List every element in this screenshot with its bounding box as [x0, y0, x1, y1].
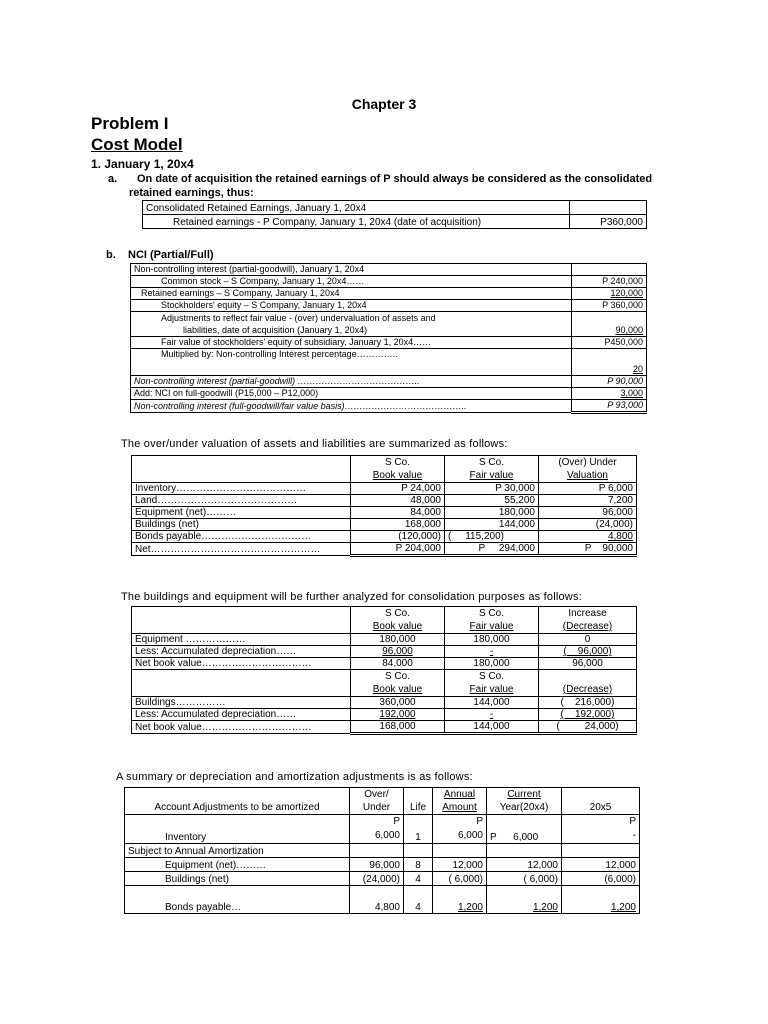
- cell: 12,000: [433, 858, 487, 872]
- cell: 144,000: [445, 721, 539, 734]
- cell-line: P: [476, 816, 483, 827]
- cell: [433, 815, 487, 844]
- summary-header: [404, 788, 433, 815]
- header-line: Fair value: [469, 470, 514, 481]
- cell: 4,800: [350, 886, 404, 914]
- cell: 55,200: [445, 495, 539, 507]
- nci-label: [131, 312, 572, 337]
- cell-line: -: [632, 830, 636, 841]
- overunder-table: [131, 455, 637, 557]
- cell: Net……………………………………………: [132, 543, 351, 556]
- overunder-header: [132, 456, 351, 483]
- nci-value: P 240,000: [572, 276, 647, 288]
- nci-value: 3,000: [572, 388, 647, 400]
- cell: P 6,000: [487, 815, 562, 844]
- table-row: [125, 858, 640, 872]
- nci-value: 90,000: [572, 312, 647, 337]
- model-title: Cost Model: [91, 135, 183, 154]
- cell: 48,000: [351, 495, 445, 507]
- table-row: [125, 872, 640, 886]
- summary-table: [124, 787, 640, 914]
- cell: 144,000: [445, 519, 539, 531]
- header-line: (Decrease): [562, 684, 613, 695]
- cell: 168,000: [351, 519, 445, 531]
- cell: Subject to Annual Amortization: [125, 844, 350, 858]
- header-line: Book value: [372, 470, 423, 481]
- cell: Inventory: [125, 815, 350, 844]
- be-header: [445, 607, 539, 634]
- cell-line: 6,000: [374, 830, 400, 841]
- date-heading: 1. January 1, 20x4: [91, 157, 194, 171]
- cell: 4: [404, 872, 433, 886]
- header-line: Year(20x4): [499, 802, 549, 813]
- cell-line: P: [393, 816, 400, 827]
- nci-label: Non-controlling interest (partial-goodwill), January 1, 20x4: [131, 264, 572, 276]
- cell: -: [445, 646, 539, 658]
- cell: 84,000: [351, 507, 445, 519]
- part-b-label: b.: [106, 249, 116, 261]
- header-line: S Co.: [478, 457, 504, 468]
- cell: -: [445, 709, 539, 721]
- table-row: [131, 376, 647, 388]
- cell: P 30,000: [445, 483, 539, 495]
- cell: (24,000): [350, 872, 404, 886]
- cell: 84,000: [351, 658, 445, 670]
- cell: 360,000: [351, 697, 445, 709]
- cell: Buildings……………: [132, 697, 351, 709]
- cell: ( 24,000): [539, 721, 637, 734]
- table-row: [125, 815, 640, 844]
- cell: Buildings (net): [125, 872, 350, 886]
- table-row: [132, 456, 637, 483]
- header-line: Under: [362, 802, 391, 813]
- table-row: [132, 483, 637, 495]
- overunder-header: [351, 456, 445, 483]
- header-line: (Decrease): [562, 621, 613, 632]
- summary-header: [125, 788, 350, 815]
- nci-value: 20: [572, 349, 647, 376]
- header-line: Account Adjustments to be amortized: [154, 802, 320, 813]
- table-row: [132, 507, 637, 519]
- re-row-1-value: [570, 201, 647, 215]
- nci-label: Non-controlling interest (partial-goodwill) …………………………………..: [131, 376, 572, 388]
- cell: Equipment ………………: [132, 634, 351, 646]
- cell: P 24,000: [351, 483, 445, 495]
- header-line: S Co.: [384, 608, 410, 619]
- nci-label: Multiplied by: Non-controlling Interest percentage…………..: [131, 349, 572, 376]
- table-row: [132, 697, 637, 709]
- nci-value: P 360,000: [572, 300, 647, 312]
- cell: ( 96,000): [539, 646, 637, 658]
- cell: 1,200: [562, 886, 640, 914]
- cell: 96,000: [539, 507, 637, 519]
- cell: [404, 844, 433, 858]
- cell: [562, 844, 640, 858]
- cell: Land……………………………………: [132, 495, 351, 507]
- nci-label: Retained earnings – S Company, January 1, 20x4: [131, 288, 572, 300]
- table-row: [131, 312, 647, 337]
- cell: Less: Accumulated depreciation……: [132, 646, 351, 658]
- table-row: [132, 607, 637, 634]
- cell: Less: Accumulated depreciation……: [132, 709, 351, 721]
- cell: ( 6,000): [433, 872, 487, 886]
- table-row: [143, 215, 647, 229]
- header-line: Book value: [372, 621, 423, 632]
- header-line: Life: [409, 802, 427, 813]
- problem-title: Problem I: [91, 114, 169, 133]
- cell: ( 216,000): [539, 697, 637, 709]
- header-line: Current: [507, 789, 541, 800]
- cell: 4,800: [539, 531, 637, 543]
- be-header: [351, 607, 445, 634]
- table-row: [132, 531, 637, 543]
- table-row: [143, 201, 647, 215]
- table-row: [132, 709, 637, 721]
- cell: ( 192,000): [539, 709, 637, 721]
- be-header: [445, 670, 539, 697]
- cell: 96,000: [539, 658, 637, 670]
- cell: 180,000: [445, 507, 539, 519]
- nci-label: Add: NCI on full-goodwill (P15,000 – P12,000): [131, 388, 572, 400]
- cell: Equipment (net)………: [132, 507, 351, 519]
- nci-label: Fair value of stockholders' equity of subsidiary, January 1, 20x4……: [131, 337, 572, 349]
- header-line: S Co.: [478, 608, 504, 619]
- nci-label: Stockholders' equity – S Company, January 1, 20x4: [131, 300, 572, 312]
- table-row: [125, 844, 640, 858]
- nci-label-line-2: liabilities, date of acquisition (January 1, 20x4): [183, 325, 368, 335]
- cell: 144,000: [445, 697, 539, 709]
- table-row: [131, 337, 647, 349]
- cell: 180,000: [445, 658, 539, 670]
- header-line: Fair value: [469, 684, 514, 695]
- cell: Inventory…………………………………: [132, 483, 351, 495]
- header-line: Book value: [372, 684, 423, 695]
- chapter-title: Chapter 3: [351, 96, 417, 112]
- cell: 12,000: [487, 858, 562, 872]
- cell: 180,000: [445, 634, 539, 646]
- table-row: [132, 543, 637, 556]
- nci-value: [572, 264, 647, 276]
- nci-value: P 90,000: [572, 376, 647, 388]
- table-row: [132, 495, 637, 507]
- summary-header: [562, 788, 640, 815]
- cell: Buildings (net): [132, 519, 351, 531]
- re-row-1: Consolidated Retained Earnings, January 1, 20x4: [143, 201, 570, 215]
- cell: [487, 844, 562, 858]
- cell: [433, 844, 487, 858]
- header-line: S Co.: [478, 671, 504, 682]
- cell: 7,200: [539, 495, 637, 507]
- part-a-text-2: retained earnings, thus:: [129, 187, 254, 199]
- be-header: [539, 670, 637, 697]
- cell: [562, 815, 640, 844]
- nci-table: [130, 263, 647, 414]
- cell: 8: [404, 858, 433, 872]
- cell: [350, 815, 404, 844]
- bldg-equip-intro: The buildings and equipment will be further analyzed for consolidation purposes as follows:: [121, 591, 582, 603]
- summary-header: [433, 788, 487, 815]
- part-a-text-1: On date of acquisition the retained earnings of P should always be considered as the consolidated: [137, 173, 653, 185]
- header-line: S Co.: [384, 457, 410, 468]
- table-row: [131, 300, 647, 312]
- nci-label-line-1: Adjustments to reflect fair value - (over) undervaluation of assets and: [161, 313, 436, 323]
- table-row: [125, 886, 640, 914]
- summary-header: [487, 788, 562, 815]
- cell: 1,200: [487, 886, 562, 914]
- cell: 1,200: [433, 886, 487, 914]
- cell-line: P: [629, 816, 636, 827]
- cell: 0: [539, 634, 637, 646]
- re-row-2-label: Retained earnings - P Company, January 1, 20x4 (date of acquisition): [143, 215, 570, 229]
- table-row: [132, 646, 637, 658]
- cell: [350, 844, 404, 858]
- header-line: Amount: [442, 802, 477, 813]
- table-row: [131, 276, 647, 288]
- part-b-title: NCI (Partial/Full): [128, 249, 214, 261]
- table-row: [131, 288, 647, 300]
- cell-line: 6,000: [457, 830, 483, 841]
- cell: Bonds payable……………………………: [132, 531, 351, 543]
- cell: 96,000: [350, 858, 404, 872]
- header-line: (Over) Under: [558, 457, 617, 468]
- cell: (24,000): [539, 519, 637, 531]
- header-line: Annual: [443, 789, 476, 800]
- cell: 192,000: [351, 709, 445, 721]
- cell: P 294,000: [445, 543, 539, 556]
- header-line: 20x5: [589, 802, 612, 813]
- cell: Net book value……………………………: [132, 721, 351, 734]
- be-header: [132, 607, 351, 634]
- nci-label: Non-controlling interest (full-goodwill/fair value basis)…………………………………..: [131, 400, 572, 413]
- nci-value: P 93,000: [572, 400, 647, 413]
- nci-value: P450,000: [572, 337, 647, 349]
- table-row: [132, 658, 637, 670]
- retained-earnings-table: [142, 200, 647, 229]
- cell: 12,000: [562, 858, 640, 872]
- overunder-intro: The over/under valuation of assets and liabilities are summarized as follows:: [121, 438, 508, 450]
- table-row: [132, 519, 637, 531]
- cell: Bonds payable…: [125, 886, 350, 914]
- cell: 4: [404, 886, 433, 914]
- be-header: [539, 607, 637, 634]
- cell: 1: [404, 815, 433, 844]
- bldg-equip-table: [131, 606, 637, 735]
- cell: P 204,000: [351, 543, 445, 556]
- cell: Net book value……………………………: [132, 658, 351, 670]
- table-row: [131, 400, 647, 413]
- table-row: [132, 721, 637, 734]
- cell: Equipment (net)………: [125, 858, 350, 872]
- re-row-2-value: P360,000: [570, 215, 647, 229]
- summary-intro: A summary or depreciation and amortization adjustments is as follows:: [116, 771, 473, 783]
- nci-value: 120,000: [572, 288, 647, 300]
- be-header: [351, 670, 445, 697]
- cell: P 6,000: [539, 483, 637, 495]
- summary-header: [350, 788, 404, 815]
- cell: (6,000): [562, 872, 640, 886]
- header-line: Valuation: [567, 470, 608, 481]
- overunder-header: [445, 456, 539, 483]
- cell: P 90,000: [539, 543, 637, 556]
- table-row: [125, 788, 640, 815]
- overunder-header: [539, 456, 637, 483]
- cell: 96,000: [351, 646, 445, 658]
- nci-label: Common stock – S Company, January 1, 20x4……: [131, 276, 572, 288]
- be-header: [132, 670, 351, 697]
- cell: 168,000: [351, 721, 445, 734]
- table-row: [131, 349, 647, 376]
- cell: ( 115,200): [445, 531, 539, 543]
- header-line: S Co.: [384, 671, 410, 682]
- cell: 180,000: [351, 634, 445, 646]
- table-row: [131, 388, 647, 400]
- table-row: [132, 670, 637, 697]
- cell: ( 6,000): [487, 872, 562, 886]
- cell: (120,000): [351, 531, 445, 543]
- header-line: Over/: [364, 789, 389, 800]
- table-row: [131, 264, 647, 276]
- part-a-label: a.: [108, 173, 118, 185]
- header-line: Increase: [568, 608, 607, 619]
- header-line: Fair value: [469, 621, 514, 632]
- table-row: [132, 634, 637, 646]
